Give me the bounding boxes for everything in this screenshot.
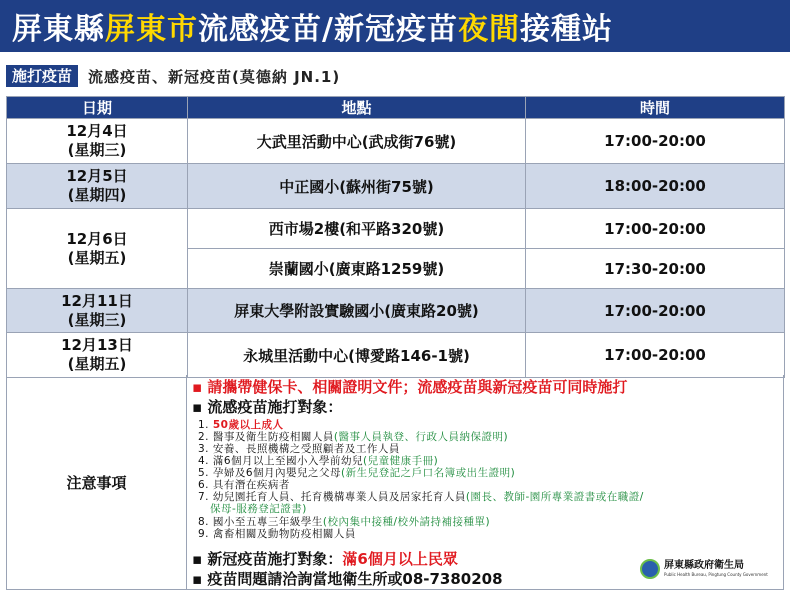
place-cell: 永城里活動中心(博愛路146-1號) bbox=[188, 333, 526, 378]
title-vaccines: 流感疫苗/新冠疫苗 bbox=[198, 12, 458, 47]
vaccine-tag: 施打疫苗 bbox=[6, 65, 78, 87]
place-cell: 中正國小(蘇州街75號) bbox=[188, 164, 526, 209]
weekday-text: (星期三) bbox=[67, 310, 127, 329]
logo-name-en: Public Health Bureau, Pingtung County Government bbox=[664, 572, 768, 577]
list-item: 7. 幼兒園托育人員、托育機構專業人員及居家托育人員(園長、教師-園所專業證書或在職證/ bbox=[198, 491, 644, 503]
place-cell: 大武里活動中心(武成街76號) bbox=[188, 119, 526, 164]
weekday-text: (星期五) bbox=[67, 248, 127, 267]
weekday-text: (星期五) bbox=[67, 355, 127, 373]
date-cell bbox=[7, 119, 188, 164]
date-cell bbox=[7, 209, 188, 289]
date-text: 12月6日 bbox=[66, 229, 128, 248]
table-row bbox=[7, 164, 785, 209]
place-cell: 西市場2樓(和平路320號) bbox=[188, 209, 526, 249]
title-county: 屏東縣 bbox=[12, 12, 105, 47]
time-cell: 18:00-20:00 bbox=[526, 164, 785, 209]
table-row bbox=[7, 289, 785, 333]
date-cell bbox=[7, 289, 188, 333]
list-item: 1. 50歲以上成人 bbox=[198, 419, 284, 431]
time-cell: 17:30-20:00 bbox=[526, 249, 785, 289]
date-text: 12月4日 bbox=[66, 122, 128, 140]
time-cell: 17:00-20:00 bbox=[526, 289, 785, 333]
flu-target-heading: ▪ 流感疫苗施打對象： bbox=[192, 398, 343, 416]
time-cell: 17:00-20:00 bbox=[526, 119, 785, 164]
table-row bbox=[7, 119, 785, 164]
health-bureau-logo bbox=[640, 556, 780, 582]
title-city: 屏東市 bbox=[105, 12, 198, 47]
place-cell: 屏東大學附設實驗國小(廣東路20號) bbox=[188, 289, 526, 333]
weekday-text: (星期四) bbox=[67, 186, 127, 204]
date-cell bbox=[7, 333, 188, 378]
contact-note: ▪ 疫苗問題請洽詢當地衛生所或08-7380208 bbox=[192, 570, 503, 588]
list-item: 6. 具有潛在疾病者 bbox=[198, 479, 290, 491]
list-item: 8. 國小至五專三年級學生(校內集中接種/校外請持補接種單) bbox=[198, 516, 491, 528]
list-item: 4. 滿6個月以上至國小入學前幼兒(兒童健康手冊) bbox=[198, 455, 439, 467]
date-text: 12月5日 bbox=[66, 167, 128, 185]
list-item: 3. 安養、長照機構之受照顧者及工作人員 bbox=[198, 443, 400, 455]
vaccine-types: 流感疫苗、新冠疫苗(莫德納 JN.1) bbox=[88, 67, 341, 86]
logo-name-zh: 屏東縣政府衛生局 bbox=[664, 560, 744, 571]
covid-target-line bbox=[192, 548, 458, 569]
table-row bbox=[7, 333, 785, 378]
list-item: 9. 禽畜相關及動物防疫相關人員 bbox=[198, 528, 356, 540]
list-item: 5. 孕婦及6個月內嬰兒之父母(新生兒登記之戶口名簿或出生證明) bbox=[198, 467, 516, 479]
bring-documents-note: ▪ 請攜帶健保卡、相關證明文件；流感疫苗與新冠疫苗可同時施打 bbox=[192, 378, 628, 396]
date-text: 12月13日 bbox=[61, 336, 133, 354]
title-night: 夜間 bbox=[457, 12, 520, 47]
health-bureau-seal-icon bbox=[640, 559, 660, 579]
header-place: 地點 bbox=[188, 97, 526, 119]
title-station: 接種站 bbox=[519, 12, 613, 47]
time-cell: 17:00-20:00 bbox=[526, 209, 785, 249]
notes-label: 注意事項 bbox=[6, 375, 187, 590]
covid-target-heading: ▪ 新冠疫苗施打對象： bbox=[192, 550, 343, 568]
time-cell: 17:00-20:00 bbox=[526, 333, 785, 378]
list-item: 2. 醫事及衛生防疫相關人員(醫事人員執登、行政人員納保證明) bbox=[198, 431, 509, 443]
page-title bbox=[0, 0, 790, 52]
place-cell: 崇蘭國小(廣東路1259號) bbox=[188, 249, 526, 289]
date-text: 12月11日 bbox=[61, 291, 133, 310]
weekday-text: (星期三) bbox=[67, 141, 127, 159]
header-date: 日期 bbox=[7, 97, 188, 119]
header-time: 時間 bbox=[526, 97, 785, 119]
vaccine-subtitle bbox=[6, 64, 340, 88]
schedule-table bbox=[6, 96, 785, 378]
date-cell bbox=[7, 164, 188, 209]
table-row bbox=[7, 209, 785, 249]
table-header-row bbox=[7, 97, 785, 119]
list-item-continuation: 保母-服務登記證書) bbox=[210, 503, 307, 515]
covid-target-value: 滿6個月以上民眾 bbox=[342, 550, 458, 568]
